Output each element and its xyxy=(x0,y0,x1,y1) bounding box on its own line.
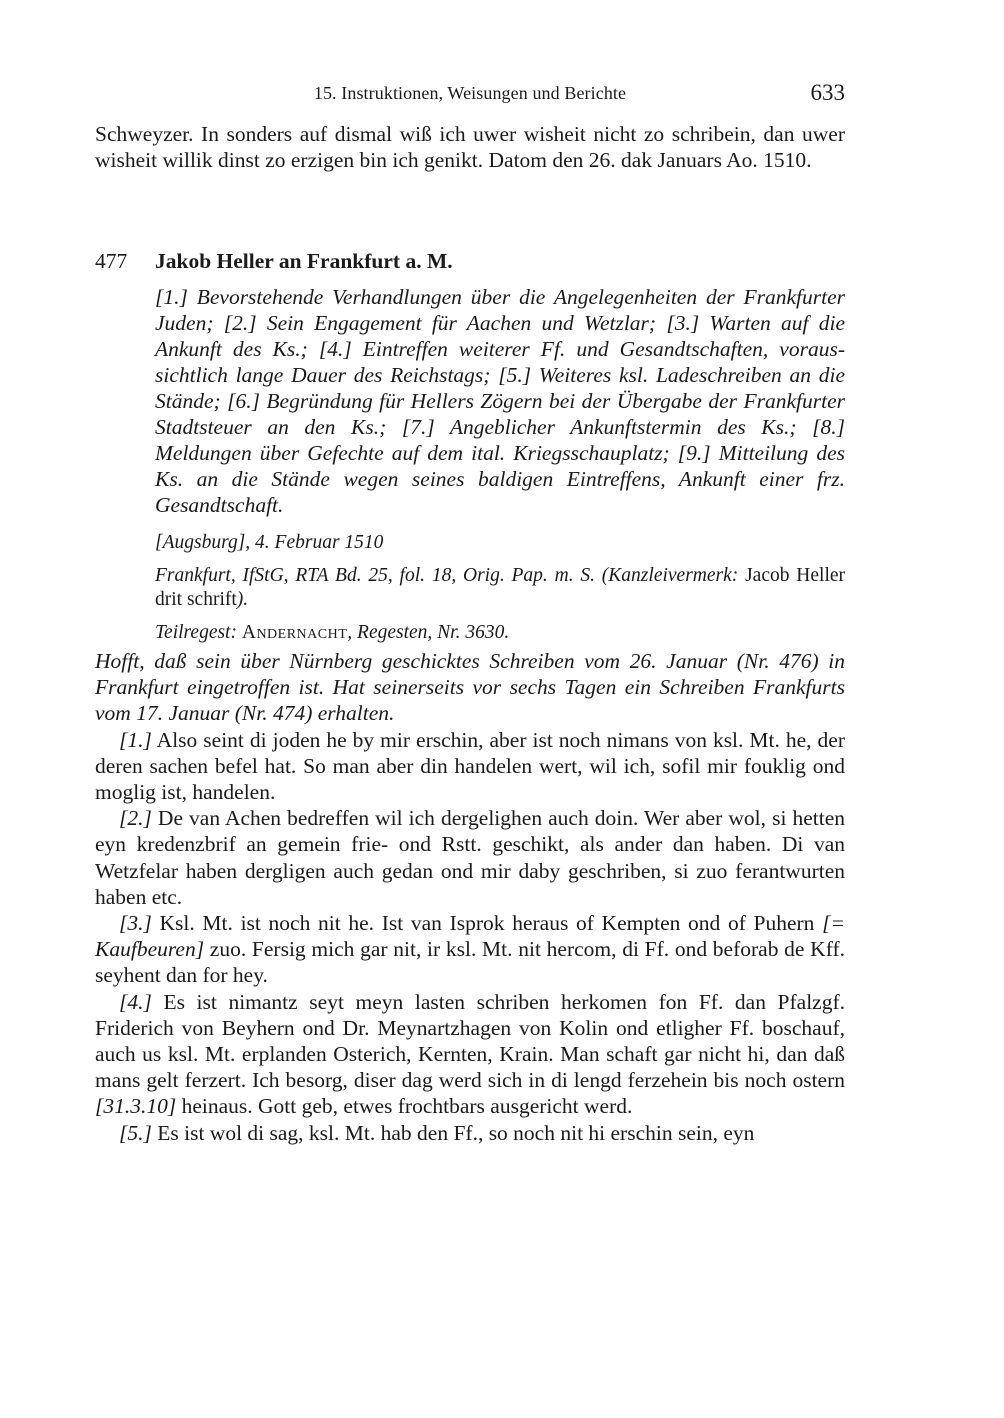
paragraph-4 xyxy=(95,989,845,1120)
paragraph-2 xyxy=(95,805,845,910)
document-heading xyxy=(95,247,845,275)
paragraph-text: Ksl. Mt. ist noch nit he. Ist van Isprok heraus of Kempten ond of Puhern xyxy=(151,911,823,936)
intro-paragraph: Hofft, daß sein über Nürnberg geschicktes Schreiben vom 26. Januar (Nr. 476) in Frankfurt eingetroffen ist. Hat seinerseits vor sechs Tagen ein Schreiben Frankfurts vom 17. Januar (Nr. 474) erhalten. xyxy=(95,649,845,726)
paragraph-marker: [3.] xyxy=(119,911,152,936)
paragraph-marker: [5.] xyxy=(119,1120,152,1145)
carryover-paragraph: Schweyzer. In sonders auf dismal wiß ich uwer wisheit nicht zo schribein, dan uwer wisheit willik dinst zo erzigen bin ich genikt. Datom den 26. dak Januars Ao. 1510. xyxy=(95,122,845,172)
paragraph-marker: [4.] xyxy=(119,989,152,1014)
paragraph-marker: [1.] xyxy=(119,727,152,752)
paragraph-text: heinaus. Gott geb, etwes frochtbars ausgericht werd. xyxy=(176,1094,633,1119)
paragraph-1 xyxy=(95,727,845,806)
source-note: Jacob Heller drit schrift xyxy=(155,565,846,610)
partial-label: Teilregest: xyxy=(155,622,237,643)
running-title: 15. Instruktionen, Weisungen und Berichte xyxy=(313,83,627,103)
partial-author: Andernacht xyxy=(241,622,348,643)
regest-block xyxy=(155,284,845,645)
partial-ref: , Regesten, Nr. 3630. xyxy=(347,622,510,643)
paragraph-text: Also seint di joden he by mir erschin, aber ist noch nimans von ksl. Mt. he, der deren sachen befel hat. So man aber din handelen wert, wil ich, sofil mir fouklig ond moglig ist, handelen. xyxy=(95,727,845,805)
editorial-note: [= Kaufbeuren] xyxy=(95,911,845,962)
paragraph-3 xyxy=(95,910,845,989)
document-summary: [1.] Bevorstehende Verhandlungen über die Angelegenheiten der Frankfurter Juden; [2.] Sein Engagement für Aachen und Wetzlar; [3.] Warten auf die Ankunft des Ks.; [4.] Eintreffen weiterer Ff. und Gesandtschaften, voraussichtlich lange Dauer des Reichstags; [5.] Weiteres ksl. Ladeschreiben an die Stände; [6.] Begründung für Hellers Zögern bei der Übergabe der Frankfurter Stadtsteuer an den Ks.; [7.] Angeblicher Ankunftstermin des Ks.; [8.] Meldungen über Gefechte auf dem ital. Kriegsschauplatz; [9.] Mitteilung des Ks. an die Stände wegen seines baldigen Eintreffens, Ankunft einer frz. Gesandtschaft. xyxy=(155,285,845,517)
page-number: 633 xyxy=(810,80,845,105)
paragraph-text: zuo. Fersig mich gar nit, ir ksl. Mt. nit hercom, di Ff. ond beforab de Kff. seyhent dan for hey. xyxy=(95,937,845,988)
source-citation xyxy=(155,564,845,612)
document-title: Jakob Heller an Frankfurt a. M. xyxy=(155,249,453,273)
source-suffix: ). xyxy=(236,589,249,610)
editorial-note: [31.3.10] xyxy=(95,1094,177,1119)
body-text xyxy=(95,648,845,1146)
partial-regest-citation xyxy=(155,621,845,645)
paragraph-text: Es ist wol di sag, ksl. Mt. hab den Ff., so noch nit hi erschin sein, eyn xyxy=(151,1120,755,1145)
paragraph-text: Es ist nimantz seyt meyn lasten schriben herkomen fon Ff. dan Pfalzgf. Friderich von Beyhern ond Dr. Meynartzhagen von Kolin ond etligher Ff. boschauf, auch us ksl. Mt. erplanden Osterich, Kernten, Krain. Man schaft gar nicht hi, dan daß mans gelt ferzert. Ich besorg, diser dag werd sich in di lengd ferzehein bis noch ostern xyxy=(95,989,845,1093)
source-prefix: Frankfurt, IfStG, RTA Bd. 25, fol. 18, Orig. Pap. m. S. (Kanzleivermerk: xyxy=(155,565,739,586)
running-head xyxy=(95,80,845,108)
paragraph-text: De van Achen bedreffen wil ich dergelighen auch doin. Wer aber wol, si hetten eyn kredenzbrif an gemein frie- ond Rstt. geschikt, als ander dan haben. Di van Wetzfelar haben dergligen auch gedan ond mir daby geschriben, si zuo ferantwurten haben etc. xyxy=(95,806,845,909)
document-date: [Augsburg], 4. Februar 1510 xyxy=(155,532,384,553)
paragraph-5 xyxy=(95,1120,845,1146)
paragraph-marker: [2.] xyxy=(119,806,152,831)
document-number: 477 xyxy=(95,249,128,273)
